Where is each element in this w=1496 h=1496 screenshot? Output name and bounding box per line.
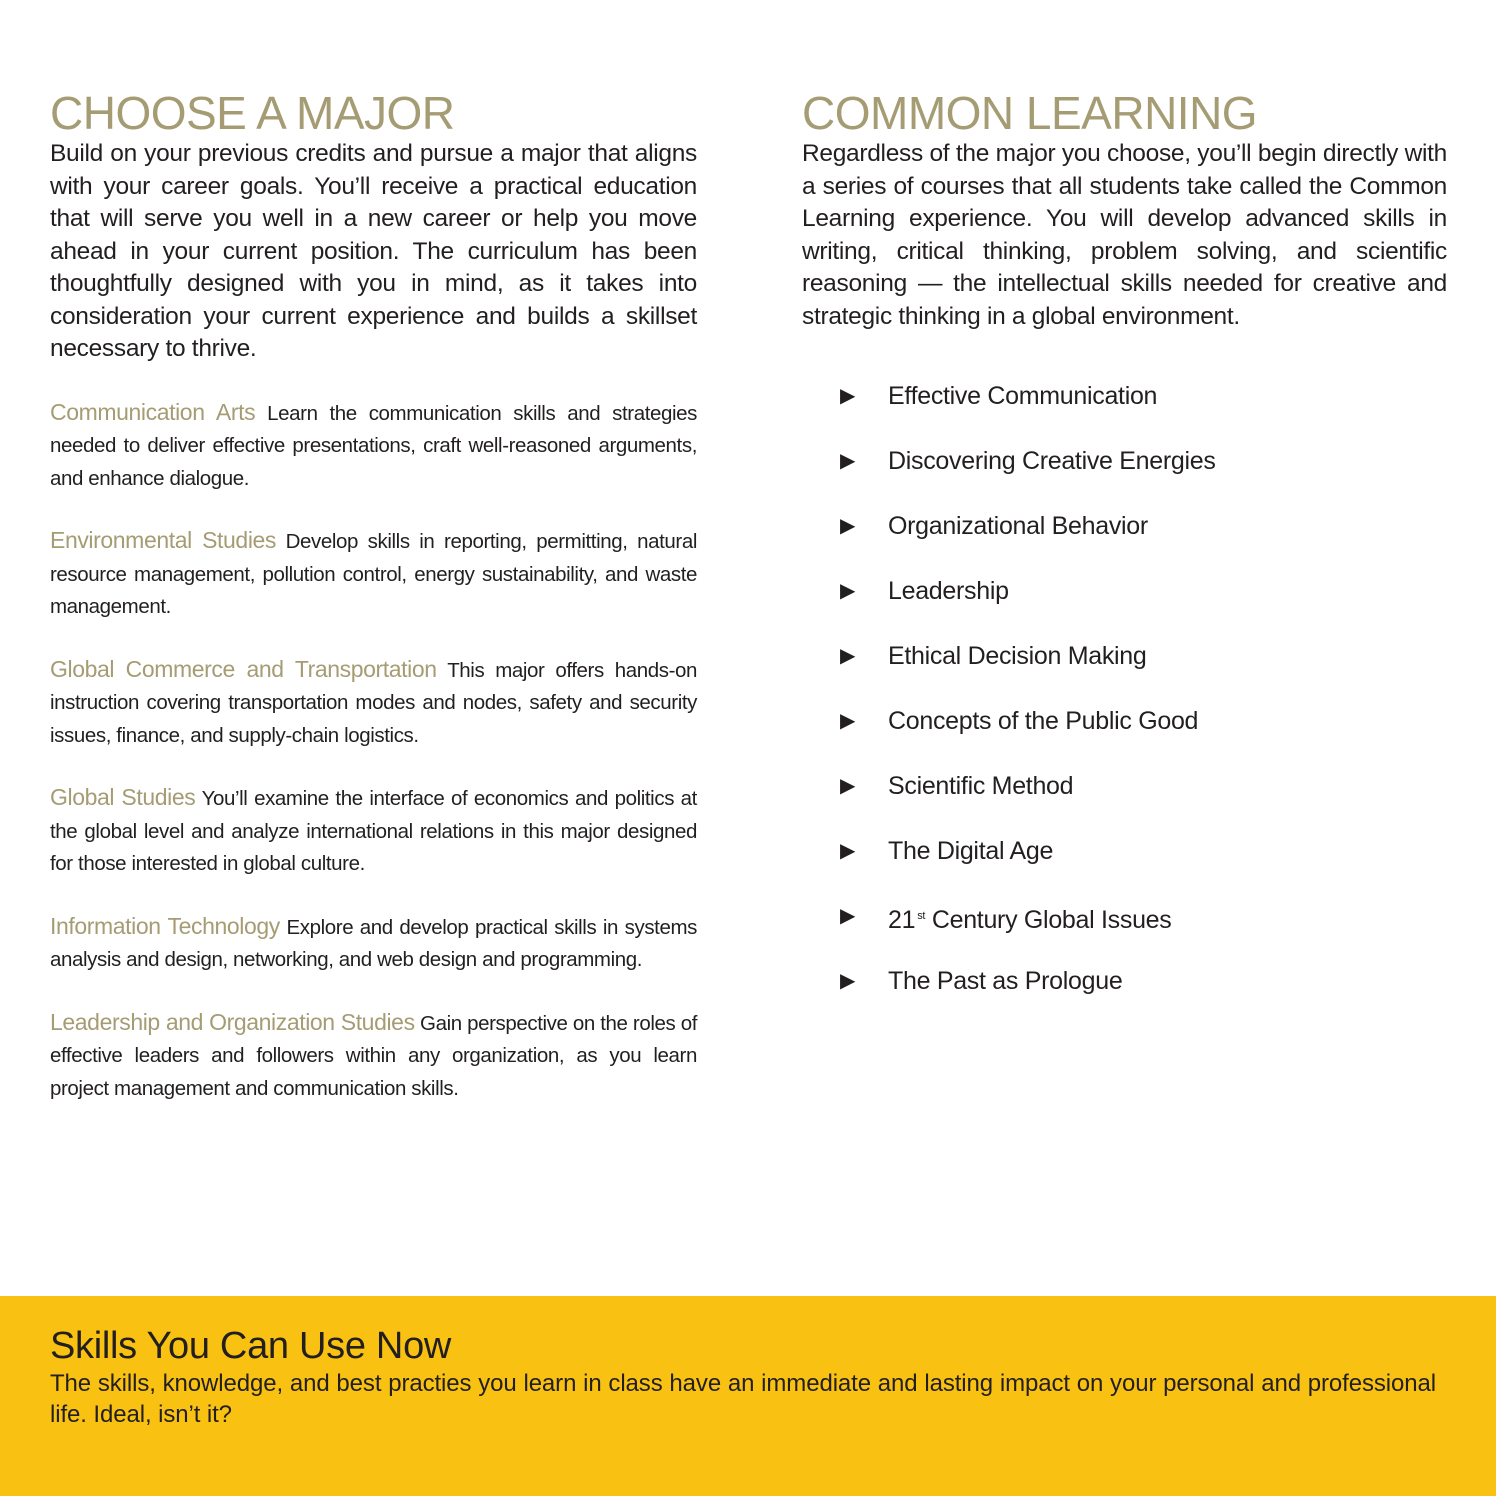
course-item (840, 898, 1216, 963)
triangle-right-icon: ▶ (840, 775, 856, 797)
course-list (840, 378, 1216, 1028)
course-item (840, 573, 1216, 638)
course-label: The Digital Age (888, 837, 1054, 865)
major-description: Learn the communication skills and strategies needed to deliver effective presentations, craft well-reasoned arguments, and enhance dialogue. (50, 401, 697, 490)
major-name: Information Technology (50, 912, 280, 939)
course-label: Leadership (888, 577, 1009, 605)
course-label: Organizational Behavior (888, 512, 1148, 540)
major-name: Environmental Studies (50, 527, 277, 553)
skills-banner-text: The skills, knowledge, and best practies you learn in class have an immediate and lasting impact on your personal and professional life. Ideal, isn’t it? (50, 1370, 1436, 1428)
major-environmental-studies (50, 524, 697, 624)
major-name: Leadership and Organization Studies (50, 1008, 415, 1035)
course-item (840, 443, 1216, 508)
common-learning-section (802, 87, 1447, 995)
skills-banner-title: Skills You Can Use Now (50, 1325, 452, 1367)
course-item (840, 963, 1216, 1028)
course-label: Ethical Decision Making (888, 642, 1147, 670)
course-label: The Past as Prologue (888, 967, 1123, 995)
course-item (840, 378, 1216, 443)
triangle-right-icon: ▶ (840, 580, 856, 602)
course-label: Effective Communication (888, 382, 1158, 410)
course-label: Scientific Method (888, 772, 1074, 800)
course-item (840, 768, 1216, 833)
choose-major-section (50, 88, 697, 1134)
choose-major-heading: CHOOSE A MAJOR (50, 87, 455, 139)
major-name: Communication Arts (50, 398, 256, 425)
major-global-commerce-transportation (50, 653, 697, 753)
triangle-right-icon: ▶ (840, 450, 856, 472)
course-label-rest: Century Global Issues (925, 906, 1172, 934)
course-item (840, 508, 1216, 573)
major-communication-arts (50, 396, 697, 496)
major-name: Global Commerce and Transportation (50, 655, 437, 682)
triangle-right-icon: ▶ (840, 710, 856, 732)
course-label: Discovering Creative Energies (888, 447, 1216, 475)
major-leadership-organization-studies (50, 1006, 697, 1106)
major-description: Gain perspective on the roles of effective leaders and followers within any organization, as you learn project management and communication skills. (50, 1011, 697, 1100)
course-item (840, 703, 1216, 768)
common-learning-heading: COMMON LEARNING (802, 87, 1258, 139)
choose-major-intro: Build on your previous credits and pursue a major that aligns with your career goals. You’ll receive a practical education that will serve you well in a new career or help you move ahead in your current position. The curriculum has been thoughtfully designed with you in mind, as it takes into consideration your current experience and builds a skillset necessary to thrive. (50, 140, 697, 362)
triangle-right-icon: ▶ (840, 905, 856, 927)
course-item (840, 638, 1216, 703)
major-description: You’ll examine the interface of economics and politics at the global level and analyze international relations in this major designed for those interested in global culture. (50, 787, 697, 875)
triangle-right-icon: ▶ (840, 970, 856, 992)
major-description: Develop skills in reporting, permitting, natural resource management, pollution control, energy sustainability, and waste management. (50, 530, 697, 618)
major-global-studies (50, 781, 697, 881)
common-learning-intro: Regardless of the major you choose, you’ll begin directly with a series of courses that all students take called the Common Learning experience. You will develop advanced skills in writing, critical thinking, problem solving, and scientific reasoning — the intellectual skills needed for creative and strategic thinking in a global environment. (802, 140, 1447, 330)
course-number: 21 (888, 906, 916, 934)
major-information-technology (50, 910, 697, 977)
major-description: This major offers hands-on instruction covering transportation modes and nodes, safety and security issues, finance, and supply-chain logistics. (50, 658, 697, 747)
triangle-right-icon: ▶ (840, 840, 856, 862)
skills-banner (0, 1296, 1496, 1496)
major-description: Explore and develop practical skills in systems analysis and design, networking, and web design and programming. (50, 915, 698, 971)
triangle-right-icon: ▶ (840, 645, 856, 667)
triangle-right-icon: ▶ (840, 385, 856, 407)
course-item (840, 833, 1216, 898)
triangle-right-icon: ▶ (840, 515, 856, 537)
ordinal-suffix: st (917, 910, 926, 922)
course-label: Concepts of the Public Good (888, 707, 1199, 735)
major-name: Global Studies (50, 784, 196, 810)
majors-list (50, 396, 697, 1106)
course-label (888, 898, 1171, 938)
